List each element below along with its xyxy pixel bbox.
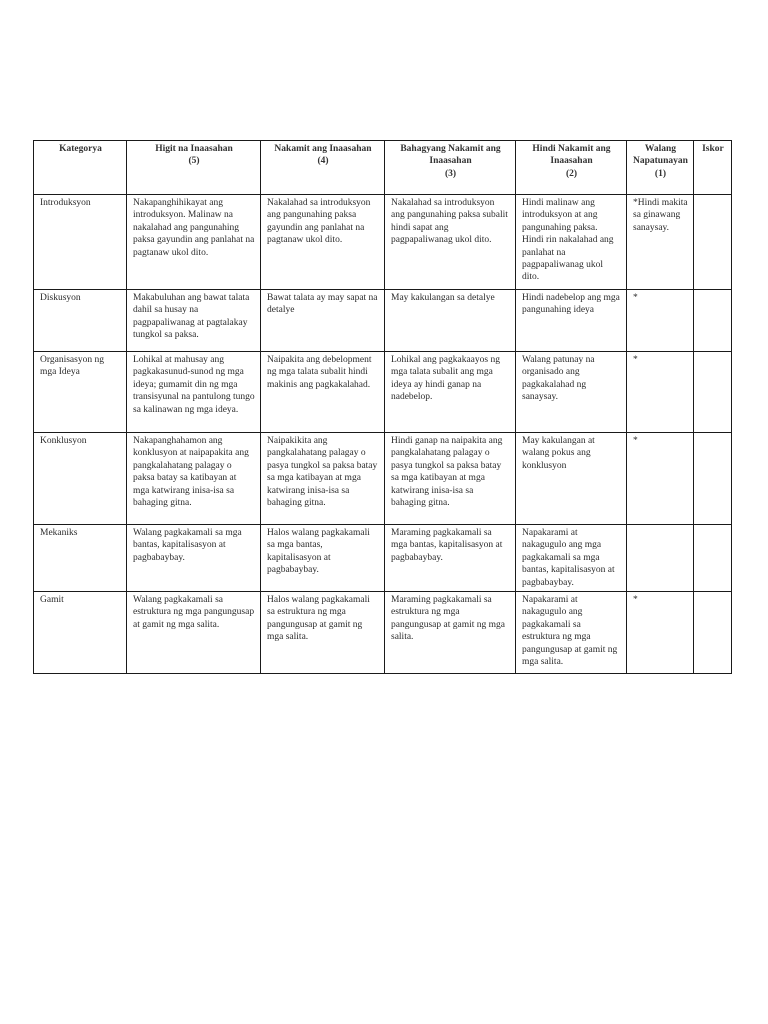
header-level-5: Higit na Inaasahan (5): [127, 141, 261, 195]
header-category: Kategorya: [34, 141, 127, 195]
criteria-cell: May kakulangan at walang pokus ang konklusyon: [516, 433, 627, 525]
rubric-table: [33, 140, 732, 674]
score-cell[interactable]: [693, 290, 731, 352]
category-cell: Konklusyon: [34, 433, 127, 525]
criteria-cell: Maraming pagkakamali sa mga bantas, kapitalisasyon at pagbabaybay.: [385, 525, 516, 592]
criteria-cell: Makabuluhan ang bawat talata dahil sa husay na pagpapaliwanag at pagtalakay tungkol sa paksa.: [127, 290, 261, 352]
header-level-4: Nakamit ang Inaasahan (4): [261, 141, 385, 195]
criteria-cell: Nakalahad sa introduksyon ang pangunahing paksa gayundin ang panlahat na pagtanaw ukol dito.: [261, 195, 385, 290]
score-cell[interactable]: [693, 433, 731, 525]
header-level-3: Bahagyang Nakamit ang Inaasahan (3): [385, 141, 516, 195]
criteria-cell: Lohikal at mahusay ang pagkakasunud-sunod ng mga ideya; gumamit din ng mga transisyunal na pantulong tungo sa kalinawan ng mga ideya.: [127, 352, 261, 433]
score-cell[interactable]: [693, 525, 731, 592]
category-cell: Gamit: [34, 592, 127, 674]
criteria-cell: Walang pagkakamali sa mga bantas, kapitalisasyon at pagbabaybay.: [127, 525, 261, 592]
criteria-cell: Walang patunay na organisado ang pagkakalahad ng sanaysay.: [516, 352, 627, 433]
criteria-cell: *Hindi makita sa ginawang sanaysay.: [627, 195, 694, 290]
table-row: [34, 290, 732, 352]
criteria-cell: [627, 525, 694, 592]
score-cell[interactable]: [693, 352, 731, 433]
header-score: Iskor: [693, 141, 731, 195]
criteria-cell: *: [627, 352, 694, 433]
criteria-cell: Bawat talata ay may sapat na detalye: [261, 290, 385, 352]
table-row: [34, 525, 732, 592]
criteria-cell: *: [627, 433, 694, 525]
criteria-cell: Hindi nadebelop ang mga pangunahing ideya: [516, 290, 627, 352]
criteria-cell: Napakarami at nakagugulo ang pagkakamali sa estruktura ng mga pangungusap at gamit ng mga salita.: [516, 592, 627, 674]
table-row: [34, 592, 732, 674]
table-row: [34, 352, 732, 433]
criteria-cell: Halos walang pagkakamali sa estruktura ng mga pangungusap at gamit ng mga salita.: [261, 592, 385, 674]
table-row: [34, 433, 732, 525]
header-level-2: Hindi Nakamit ang Inaasahan (2): [516, 141, 627, 195]
criteria-cell: Lohikal ang pagkakaayos ng mga talata subalit ang mga ideya ay hindi ganap na nadebelop.: [385, 352, 516, 433]
criteria-cell: *: [627, 592, 694, 674]
score-cell[interactable]: [693, 592, 731, 674]
header-level-1: Walang Napatunayan (1): [627, 141, 694, 195]
criteria-cell: Naipakikita ang pangkalahatang palagay o pasya tungkol sa paksa batay sa mga katibayan at mga katwirang inisa-isa sa bahaging gitna.: [261, 433, 385, 525]
criteria-cell: May kakulangan sa detalye: [385, 290, 516, 352]
score-cell[interactable]: [693, 195, 731, 290]
table-row: [34, 195, 732, 290]
criteria-cell: Hindi malinaw ang introduksyon at ang pangunahing paksa. Hindi rin nakalahad ang panlahat na pagpapaliwanag ukol dito.: [516, 195, 627, 290]
criteria-cell: Halos walang pagkakamali sa mga bantas, kapitalisasyon at pagbabaybay.: [261, 525, 385, 592]
category-cell: Diskusyon: [34, 290, 127, 352]
category-cell: Introduksyon: [34, 195, 127, 290]
category-cell: Mekaniks: [34, 525, 127, 592]
criteria-cell: Naipakita ang debelopment ng mga talata subalit hindi makinis ang pagkakalahad.: [261, 352, 385, 433]
criteria-cell: Nakalahad sa introduksyon ang pangunahing paksa subalit hindi sapat ang pagpapaliwanag ukol dito.: [385, 195, 516, 290]
criteria-cell: Walang pagkakamali sa estruktura ng mga pangungusap at gamit ng mga salita.: [127, 592, 261, 674]
category-cell: Organisasyon ng mga Ideya: [34, 352, 127, 433]
criteria-cell: Maraming pagkakamali sa estruktura ng mga pangungusap at gamit ng mga salita.: [385, 592, 516, 674]
header-row: [34, 141, 732, 195]
criteria-cell: Nakapanghihikayat ang introduksyon. Malinaw na nakalahad ang pangunahing paksa gayundin ang panlahat na pagtanaw ukol dito.: [127, 195, 261, 290]
criteria-cell: *: [627, 290, 694, 352]
criteria-cell: Nakapanghahamon ang konklusyon at naipapakita ang pangkalahatang palagay o paksa batay sa katibayan at mga katwirang inisa-isa sa bahaging gitna.: [127, 433, 261, 525]
criteria-cell: Hindi ganap na naipakita ang pangkalahatang palagay o pasya tungkol sa paksa batay sa mga katibayan at mga katwirang inisa-isa sa bahaging gitna.: [385, 433, 516, 525]
criteria-cell: Napakarami at nakagugulo ang mga pagkakamali sa mga bantas, kapitalisasyon at pagbabaybay.: [516, 525, 627, 592]
